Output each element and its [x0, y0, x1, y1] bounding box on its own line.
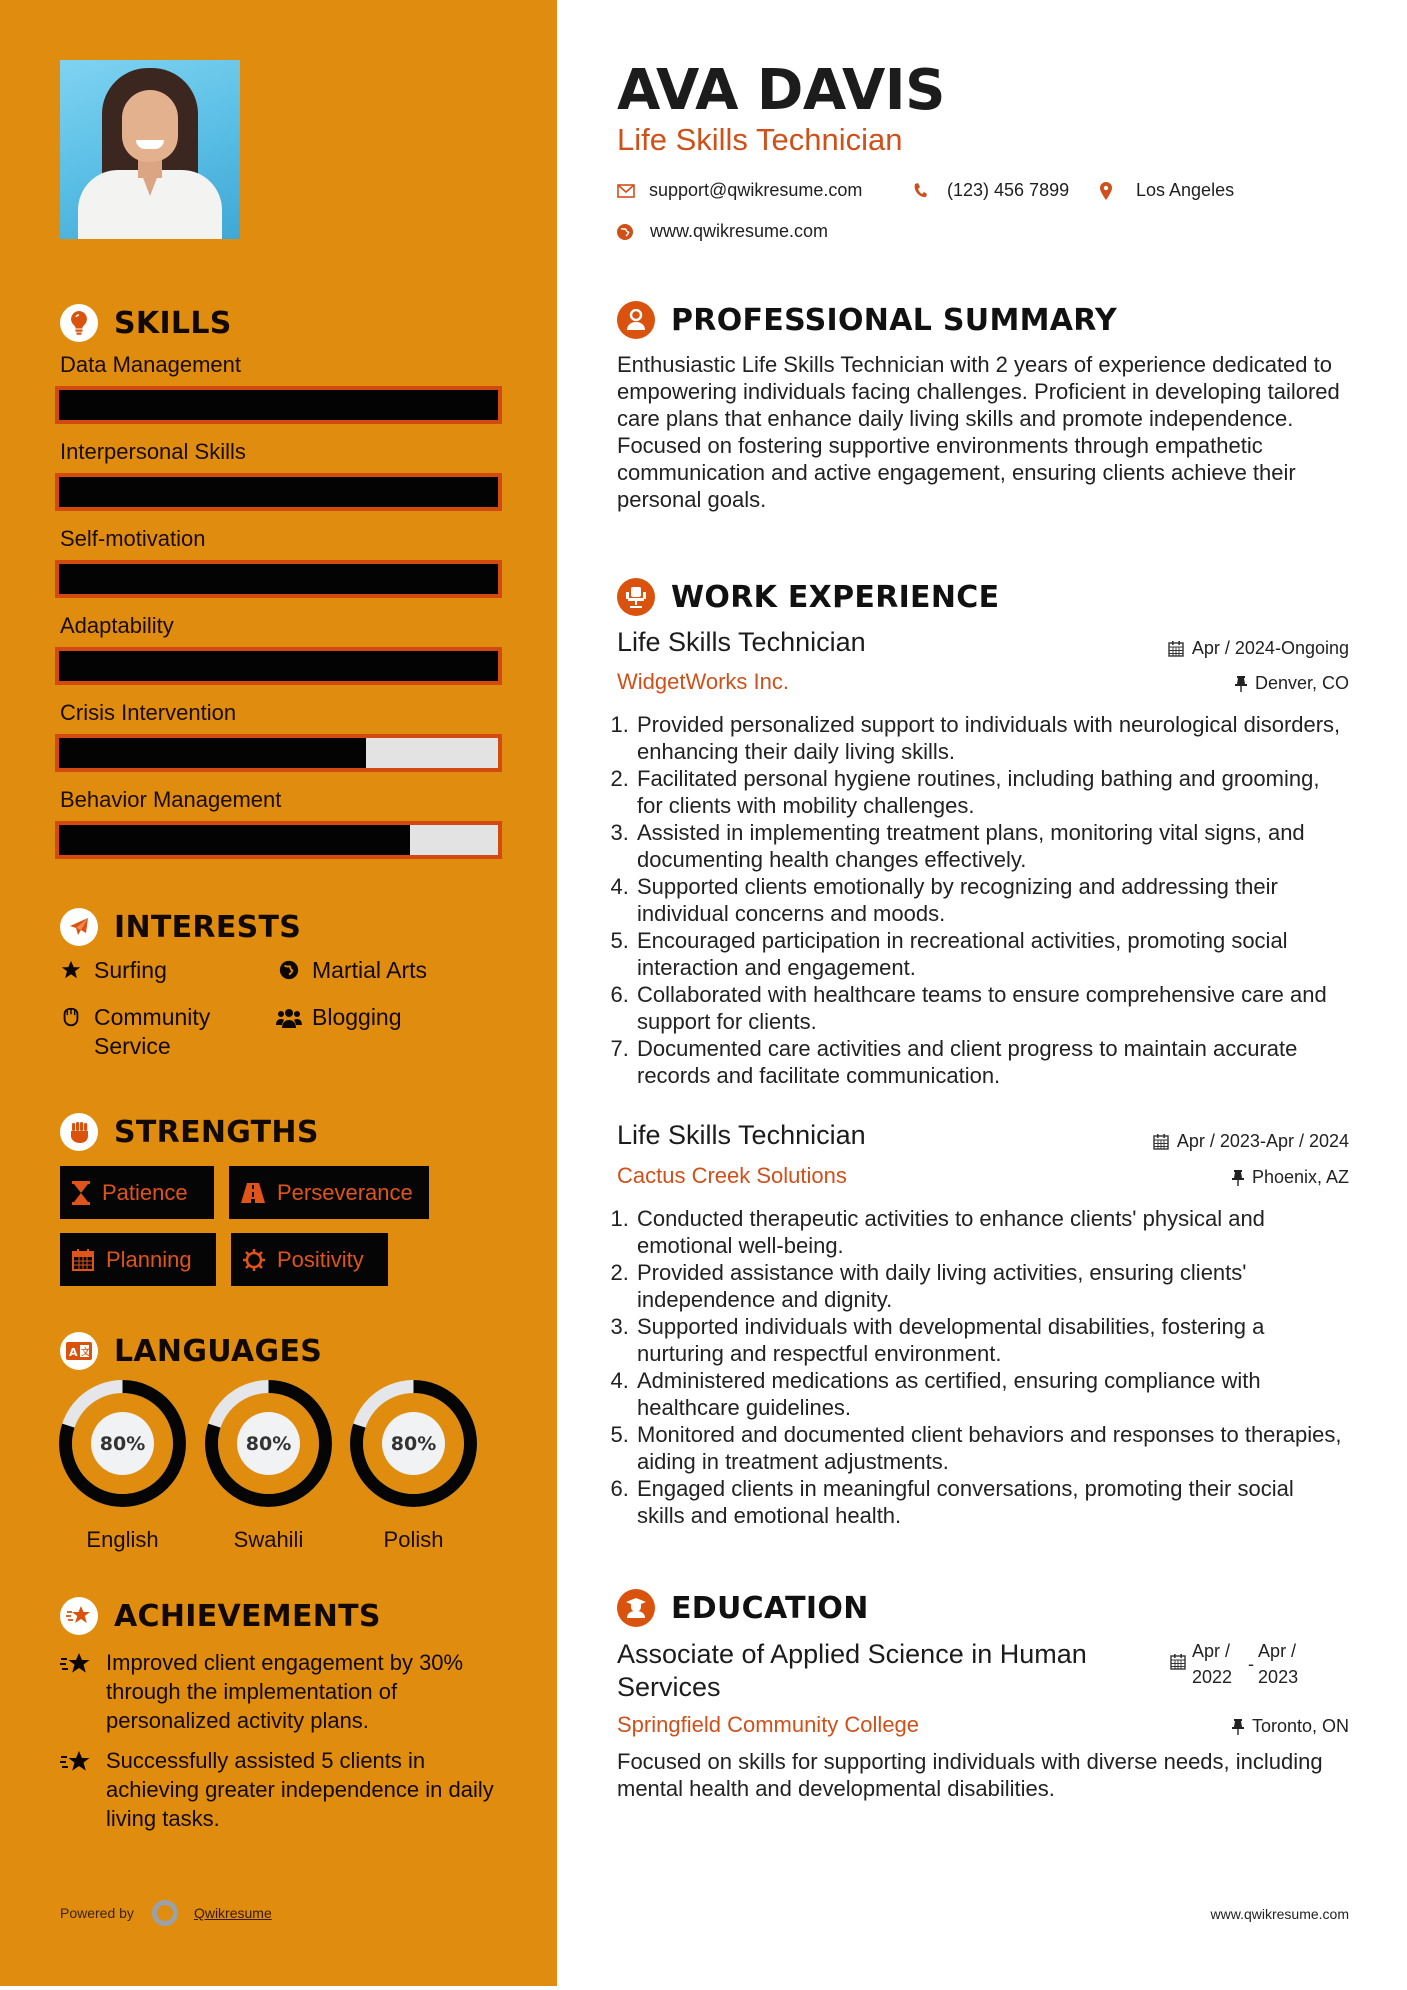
duty-item: 2. Provided assistance with daily living activities, ensuring clients' independence and dignity. — [635, 1259, 1347, 1313]
degree-title: Associate of Applied Science in Human Services — [617, 1639, 1087, 1702]
users-icon — [276, 1003, 302, 1030]
language-percent: 80% — [237, 1412, 300, 1475]
strengths-heading: STRENGTHS — [60, 1113, 319, 1151]
job-title: Life Skills Technician — [617, 1120, 866, 1150]
interest-item: Surfing — [58, 956, 167, 985]
job-title: Life Skills Technician — [617, 627, 866, 657]
fist-icon — [60, 1113, 98, 1151]
language-item — [205, 1380, 332, 1553]
phone-icon — [913, 183, 927, 199]
skill-progress-bar — [55, 560, 502, 598]
duty-item: 1. Conducted therapeutic activities to enhance clients' physical and emotional well-being. — [635, 1205, 1347, 1259]
pushpin-icon — [1232, 1170, 1244, 1186]
sidebar — [0, 0, 557, 1986]
contact-website[interactable]: www.qwikresume.com — [617, 221, 828, 242]
skill-progress-fill — [59, 825, 410, 855]
star-icon — [58, 956, 84, 981]
powered-by: Powered by Qwikresume — [60, 1900, 272, 1926]
language-donut-chart — [59, 1380, 186, 1507]
gear-icon — [243, 1249, 265, 1271]
language-name: Swahili — [233, 1527, 304, 1552]
envelope-icon — [617, 184, 635, 198]
job-location: Phoenix, AZ — [1232, 1167, 1349, 1188]
skill-label: Interpersonal Skills — [60, 439, 246, 464]
calendar-icon — [1168, 641, 1184, 657]
contact-location: Los Angeles — [1100, 180, 1234, 201]
language-item — [59, 1380, 186, 1553]
candidate-name: AVA DAVIS — [617, 58, 945, 123]
education-description: Focused on skills for supporting individuals with diverse needs, including mental health and developmental disabilities. — [617, 1749, 1323, 1801]
duty-item: 5. Encouraged participation in recreational activities, promoting social interaction and engagement. — [635, 927, 1347, 981]
duty-item: 7. Documented care activities and client progress to maintain accurate records and facilitate communication. — [635, 1035, 1347, 1089]
interests-heading: INTERESTS — [60, 908, 301, 946]
duty-item: 2. Facilitated personal hygiene routines, including bathing and grooming, for clients with mobility challenges. — [635, 765, 1347, 819]
school-location: Toronto, ON — [1232, 1716, 1349, 1737]
skill-progress-bar — [55, 821, 502, 859]
calendar-icon — [72, 1249, 94, 1271]
job-dates: Apr / 2023-Apr / 2024 — [1153, 1131, 1349, 1152]
qwikresume-logo-icon — [152, 1900, 178, 1926]
globe-icon — [617, 224, 633, 240]
languages-heading: A 文 LANGUAGES — [60, 1332, 322, 1370]
road-icon — [241, 1183, 265, 1203]
achievement-item: Successfully assisted 5 clients in achieving greater independence in daily living tasks. — [60, 1746, 500, 1833]
language-name: English — [86, 1527, 159, 1552]
interest-item: Community Service — [58, 1003, 234, 1061]
svg-text:A: A — [69, 1346, 78, 1359]
duty-item: 4. Administered medications as certified, ensuring compliance with healthcare guidelines. — [635, 1367, 1347, 1421]
contact-phone[interactable]: (123) 456 7899 — [913, 180, 1069, 201]
language-name: Polish — [383, 1527, 444, 1552]
award-star-icon — [60, 1597, 98, 1635]
award-star-icon — [60, 1648, 96, 1735]
graduate-icon — [617, 1589, 655, 1627]
interest-item: Martial Arts — [276, 956, 427, 985]
skill-label: Behavior Management — [60, 787, 282, 812]
duty-item: 4. Supported clients emotionally by recognizing and addressing their individual concerns and moods. — [635, 873, 1347, 927]
user-icon — [617, 301, 655, 339]
candidate-title: Life Skills Technician — [617, 122, 903, 157]
calendar-icon — [1153, 1134, 1169, 1150]
language-donut-chart — [350, 1380, 477, 1507]
education-dates: Apr / 2022 - Apr / 2023 — [1170, 1638, 1298, 1690]
strength-tag: Patience — [60, 1166, 214, 1219]
skill-progress-fill — [59, 390, 498, 420]
duty-item: 6. Engaged clients in meaningful conversations, promoting their social skills and emotional health. — [635, 1475, 1347, 1529]
language-percent: 80% — [91, 1412, 154, 1475]
achievements-heading: ACHIEVEMENTS — [60, 1597, 381, 1635]
profile-photo — [60, 60, 240, 239]
skill-label: Adaptability — [60, 613, 174, 638]
pushpin-icon — [1232, 1719, 1244, 1735]
qwikresume-link[interactable]: Qwikresume — [193, 1905, 272, 1921]
strength-tag: Positivity — [231, 1233, 388, 1286]
language-donut-chart — [205, 1380, 332, 1507]
translate-icon — [60, 1332, 98, 1370]
hand-icon — [58, 1003, 84, 1028]
achievement-item: Improved client engagement by 30% through the implementation of personalized activity plans. — [60, 1648, 500, 1735]
company-name: WidgetWorks Inc. — [617, 669, 789, 694]
skill-progress-fill — [59, 738, 366, 768]
paper-plane-icon — [60, 908, 98, 946]
interest-item: Blogging — [276, 1003, 402, 1032]
summary-text: Enthusiastic Life Skills Technician with 2 years of experience dedicated to empowering individuals facing challenges. Proficient in developing tailored care plans that enhance daily living skills and promote independence. Focused on fostering supportive environments through empathetic communication and active engagement, ensuring clients achieve their personal goals. — [617, 352, 1340, 512]
duty-item: 1. Provided personalized support to individuals with neurological disorders, enhancing their daily living skills. — [635, 711, 1347, 765]
summary-heading: PROFESSIONAL SUMMARY — [617, 301, 1117, 339]
language-percent: 80% — [382, 1412, 445, 1475]
skill-label: Crisis Intervention — [60, 700, 237, 725]
skill-progress-fill — [59, 564, 498, 594]
duty-item: 3. Supported individuals with developmental disabilities, fostering a nurturing and respectful environment. — [635, 1313, 1347, 1367]
skill-progress-bar — [55, 473, 502, 511]
school-name: Springfield Community College — [617, 1712, 920, 1737]
skills-heading: SKILLS — [60, 304, 232, 342]
company-name: Cactus Creek Solutions — [617, 1163, 847, 1188]
award-star-icon — [60, 1746, 96, 1833]
globe-icon — [276, 956, 302, 981]
job-duties — [617, 711, 1347, 1089]
skill-progress-fill — [59, 651, 498, 681]
pushpin-icon — [1235, 676, 1247, 692]
skill-progress-bar — [55, 647, 502, 685]
footer-url[interactable]: www.qwikresume.com — [1210, 1906, 1349, 1922]
duty-item: 5. Monitored and documented client behaviors and responses to therapies, aiding in treatment adjustments. — [635, 1421, 1347, 1475]
hourglass-icon — [72, 1181, 90, 1205]
experience-heading: WORK EXPERIENCE — [617, 578, 999, 616]
language-item — [350, 1380, 477, 1553]
office-chair-icon — [617, 578, 655, 616]
svg-text:文: 文 — [81, 1348, 91, 1358]
duty-item: 6. Collaborated with healthcare teams to ensure comprehensive care and support for clients. — [635, 981, 1347, 1035]
job-duties — [617, 1205, 1347, 1529]
skill-label: Self-motivation — [60, 526, 206, 551]
skill-progress-bar — [55, 734, 502, 772]
strength-tag: Perseverance — [229, 1166, 429, 1219]
skill-progress-fill — [59, 477, 498, 507]
map-pin-icon — [1100, 182, 1112, 200]
job-location: Denver, CO — [1235, 673, 1349, 694]
education-heading: EDUCATION — [617, 1589, 869, 1627]
lightbulb-icon — [60, 304, 98, 342]
job-dates: Apr / 2024-Ongoing — [1168, 638, 1349, 659]
duty-item: 3. Assisted in implementing treatment plans, monitoring vital signs, and documenting health changes effectively. — [635, 819, 1347, 873]
skill-label: Data Management — [60, 352, 241, 377]
calendar-icon — [1170, 1651, 1186, 1677]
contact-email[interactable]: support@qwikresume.com — [617, 180, 862, 201]
skill-progress-bar — [55, 386, 502, 424]
strength-tag: Planning — [60, 1233, 216, 1286]
